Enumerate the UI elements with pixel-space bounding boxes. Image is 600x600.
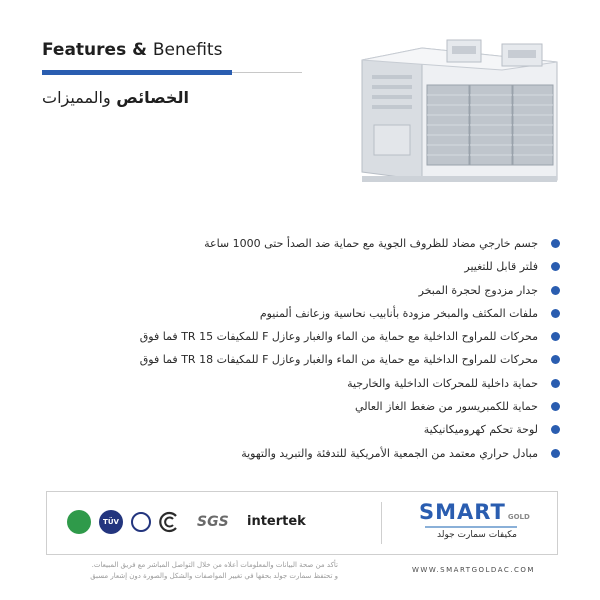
tuv-logo-icon: TÜV	[99, 510, 123, 534]
title-ar-light: والمميزات	[42, 88, 111, 107]
bullet-dot-icon	[551, 379, 560, 388]
page-title-ar	[42, 88, 189, 107]
feature-item	[140, 302, 560, 325]
feature-text: فلتر قابل للتغيير	[464, 260, 538, 274]
brand-sub: GOLD	[507, 513, 530, 521]
feature-text: محركات للمراوح الداخلية مع حماية من الماء والغبار وعازل F للمكيفات 15 TR فما فوق	[139, 330, 538, 344]
disclaimer-line: و تحتفظ سمارت جولد بحقها في تغيير المواصفات والشكل والصورة دون إشعار مسبق	[90, 572, 338, 580]
bullet-dot-icon	[551, 425, 560, 434]
feature-item	[140, 232, 560, 255]
brand-name: SMART	[419, 500, 506, 524]
bullet-dot-icon	[551, 239, 560, 248]
feature-item	[140, 395, 560, 418]
feature-text: حماية للكمبريسور من ضغط الغاز العالي	[355, 400, 538, 414]
bullet-dot-icon	[551, 309, 560, 318]
title-ar-bold: الخصائص	[116, 88, 189, 107]
feature-item	[140, 279, 560, 302]
box-divider	[381, 502, 382, 544]
title-en-bold: Features	[42, 40, 127, 60]
brand-logo	[419, 500, 549, 540]
bullet-dot-icon	[551, 286, 560, 295]
bullet-dot-icon	[551, 449, 560, 458]
features-list	[140, 232, 560, 465]
feature-text: مبادل حراري معتمد من الجمعية الأمريكية للتدفئة والتبريد والتهوية	[241, 446, 538, 460]
disclaimer-text	[38, 560, 338, 582]
bullet-dot-icon	[551, 402, 560, 411]
feature-text: ملفات المكثف والمبخر مزودة بأنابيب نحاسية وزعانف ألمنيوم	[259, 306, 538, 320]
feature-item	[140, 325, 560, 348]
bullet-dot-icon	[551, 332, 560, 341]
title-underline-accent	[42, 70, 232, 75]
feature-item	[140, 348, 560, 371]
bullet-dot-icon	[551, 355, 560, 364]
feature-text: جسم خارجي مضاد للظروف الجوية مع حماية ضد الصدأ حتى 1000 ساعة	[204, 237, 538, 250]
feature-item	[140, 255, 560, 278]
feature-item	[140, 418, 560, 441]
feature-item	[140, 372, 560, 395]
title-en-light: Benefits	[152, 40, 223, 60]
feature-item	[140, 442, 560, 465]
bullet-dot-icon	[551, 262, 560, 271]
title-underline-rule	[232, 72, 302, 73]
feature-text: محركات للمراوح الداخلية مع حماية من الماء والغبار وعازل F للمكيفات 18 TR فما فوق	[139, 353, 538, 367]
title-en-amp: &	[132, 40, 147, 60]
c-mark-logo-icon	[157, 510, 181, 534]
feature-text: جدار مزدوج لحجرة المبخر	[418, 283, 538, 297]
sgs-logo: SGS	[197, 514, 229, 530]
disclaimer-line: تأكد من صحة البيانات والمعلومات أعلاه من خلال التواصل المباشر مع فريق المبيعات.	[91, 561, 338, 569]
brand-arabic-name: مكيفات سمارت جولد	[437, 530, 517, 540]
intertek-logo: intertek	[247, 514, 306, 529]
brand-swoosh-icon	[425, 526, 517, 528]
saso-logo-icon	[67, 510, 91, 534]
certification-mark-icon	[131, 512, 151, 532]
page-title-en	[42, 40, 222, 60]
certifications-brand-box	[46, 491, 558, 555]
feature-text: لوحة تحكم كهروميكانيكية	[423, 423, 538, 437]
feature-text: حماية داخلية للمحركات الداخلية والخارجية	[347, 376, 538, 390]
product-image	[352, 30, 562, 190]
website-link[interactable]: WWW.SMARTGOLDAC.COM	[412, 566, 535, 574]
